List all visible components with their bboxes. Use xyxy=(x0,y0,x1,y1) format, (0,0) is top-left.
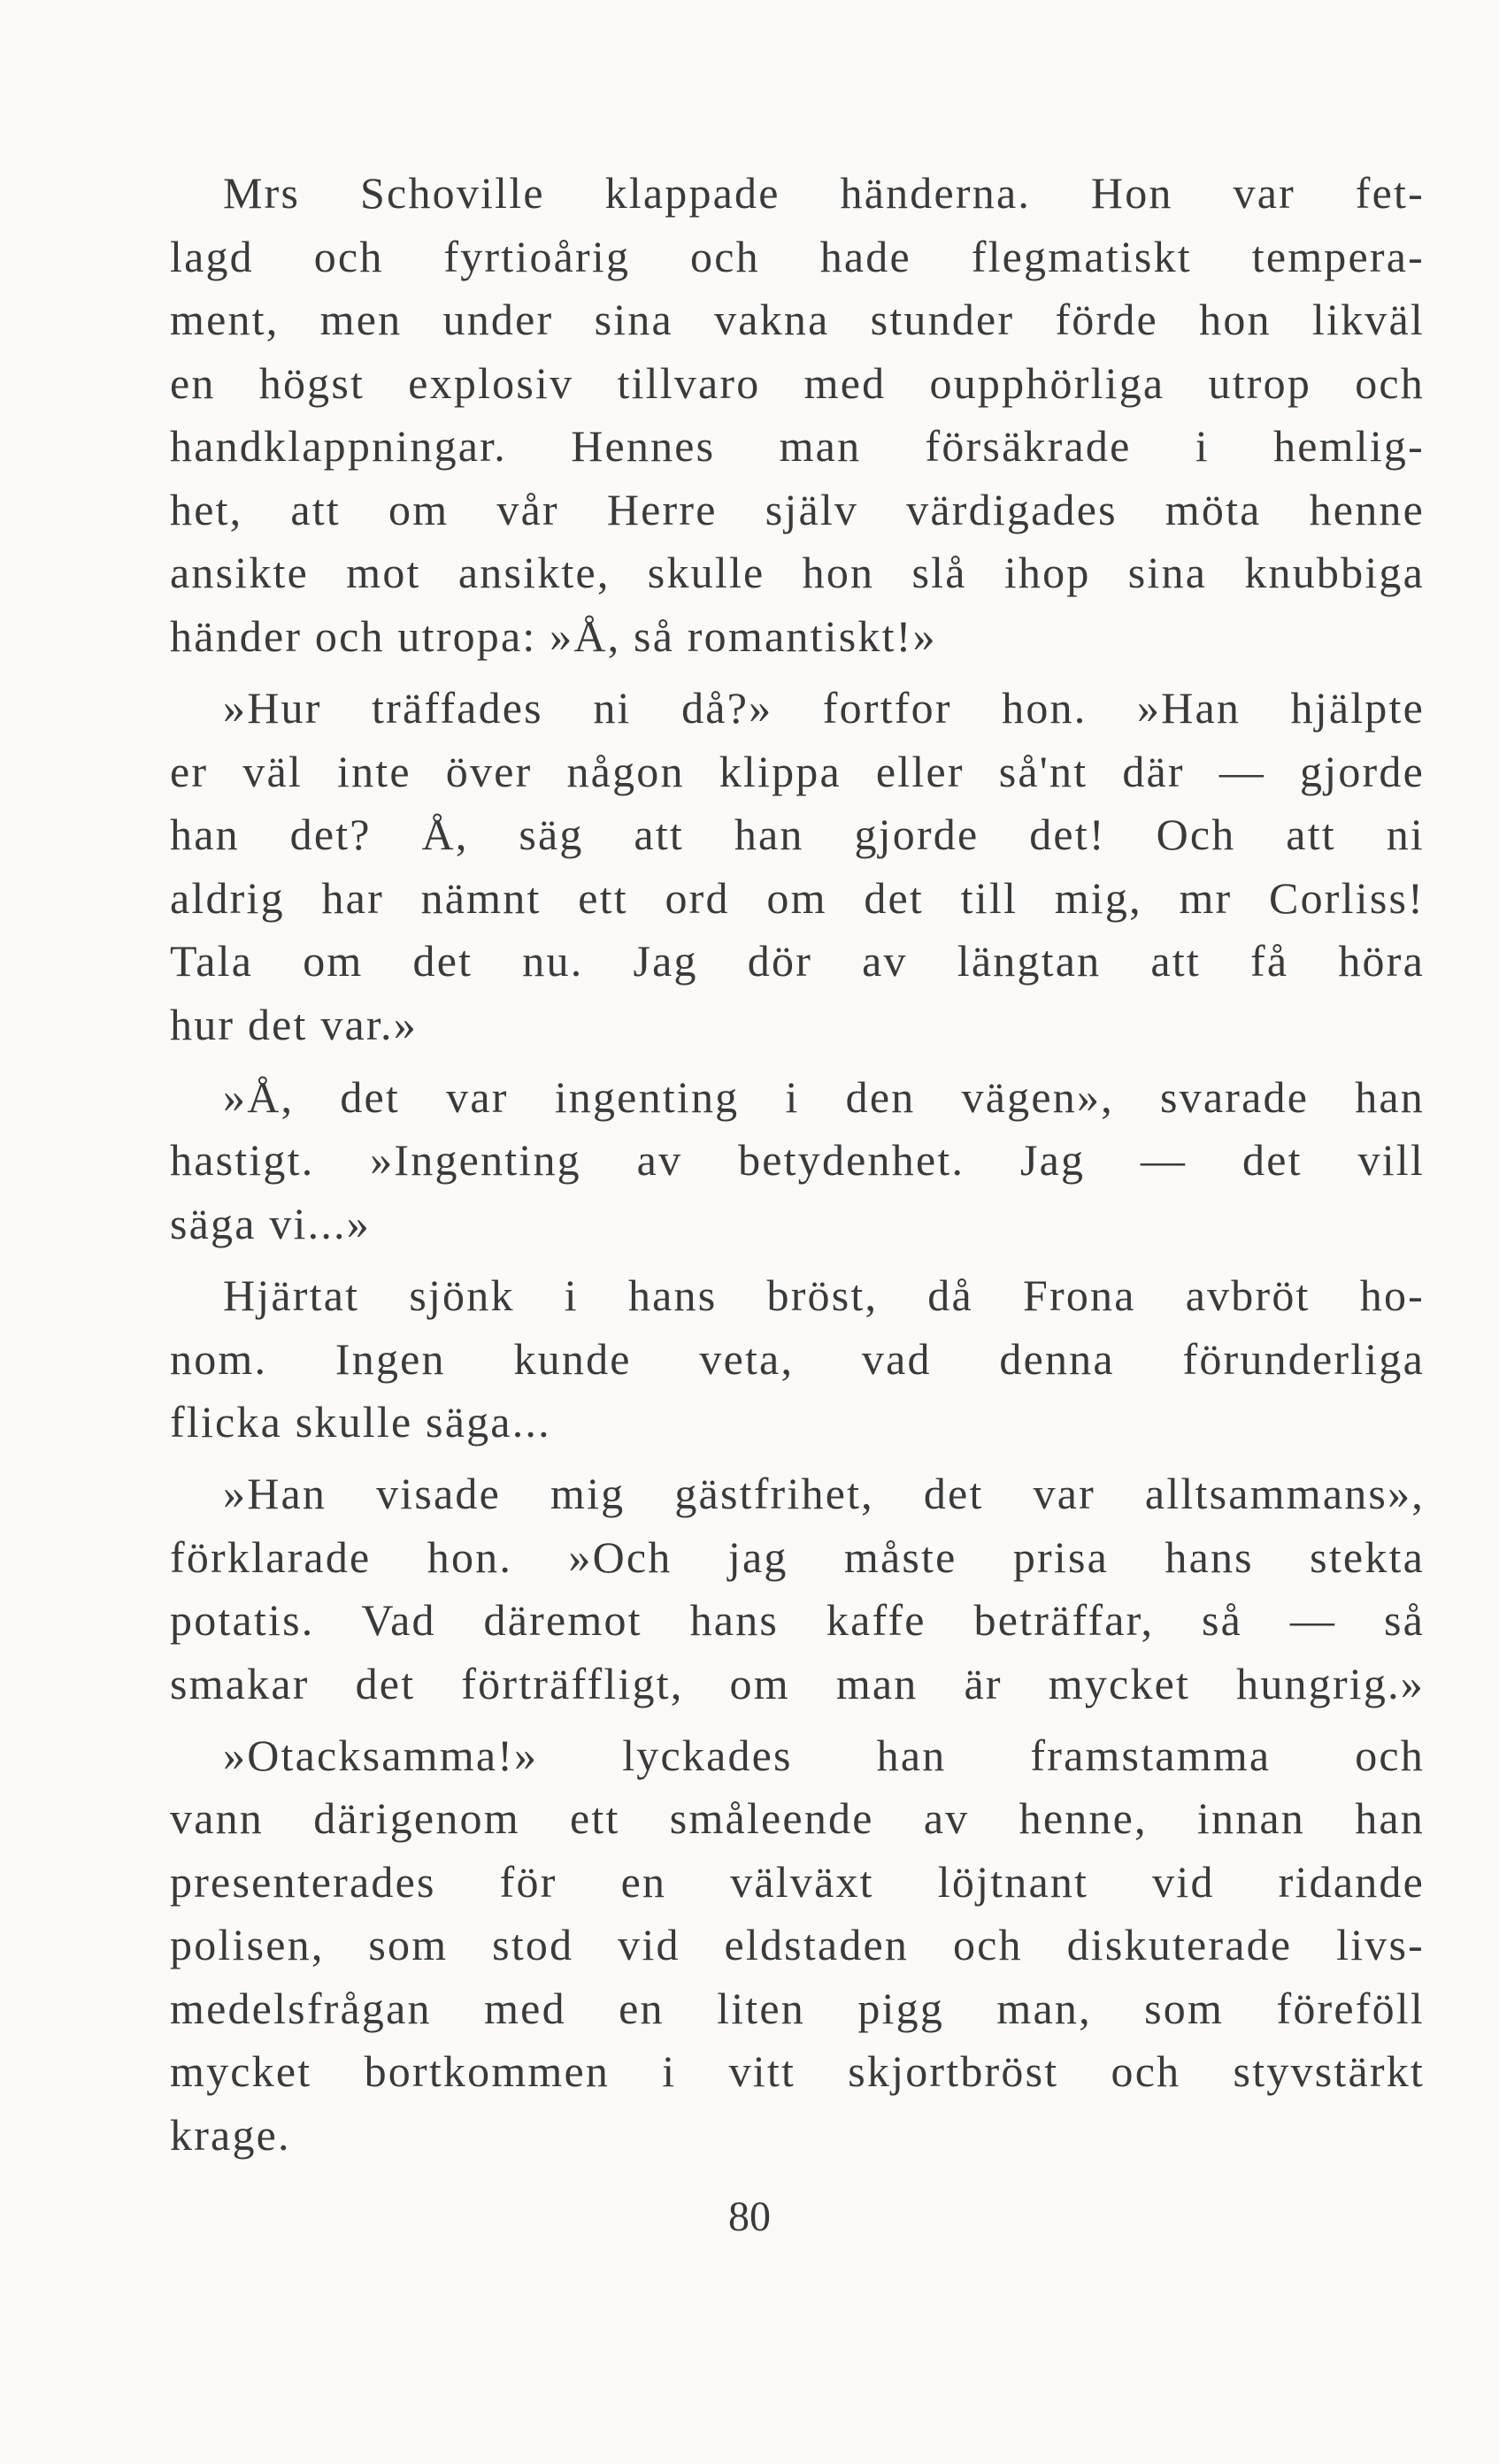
text-line: Tala om det nu. Jag dör av längtan att få höra xyxy=(170,936,1425,986)
text-line: medelsfrågan med en liten pigg man, som föreföll xyxy=(170,1984,1425,2033)
text-line: »Otacksamma!» lyckades han framstamma och xyxy=(223,1731,1425,1780)
text-line: het, att om vår Herre själv värdigades möta henne xyxy=(170,485,1425,534)
page-number: 80 xyxy=(728,2193,771,2240)
text-line: ansikte mot ansikte, skulle hon slå ihop sina knubbiga xyxy=(170,548,1425,597)
text-line: han det? Å, säg att han gjorde det! Och att ni xyxy=(170,810,1425,859)
text-line: förklarade hon. »Och jag måste prisa hans stekta xyxy=(170,1532,1425,1582)
text-line: nom. Ingen kunde veta, vad denna förunderliga xyxy=(170,1334,1425,1384)
text-line: händer och utropa: »Å, så romantiskt!» xyxy=(170,611,937,661)
text-line: flicka skulle säga... xyxy=(170,1397,551,1447)
text-line: aldrig har nämnt ett ord om det till mig, mr Corliss! xyxy=(170,873,1425,923)
text-line: ment, men under sina vakna stunder förde hon likväl xyxy=(170,295,1425,344)
text-line: en högst explosiv tillvaro med oupphörliga utrop och xyxy=(170,358,1425,408)
text-line: Hjärtat sjönk i hans bröst, då Frona avbröt ho- xyxy=(223,1270,1425,1320)
text-line: »Hur träffades ni då?» fortfor hon. »Han hjälpte xyxy=(223,683,1425,733)
text-line: presenterades för en välväxt löjtnant vid ridande xyxy=(170,1857,1425,1907)
text-line: vann därigenom ett småleende av henne, innan han xyxy=(170,1793,1425,1843)
text-line: smakar det förträffligt, om man är mycket hungrig.» xyxy=(170,1659,1425,1708)
text-line: hur det var.» xyxy=(170,1000,418,1049)
text-line: krage. xyxy=(170,2110,291,2160)
text-line: »Å, det var ingenting i den vägen», svarade han xyxy=(223,1072,1425,1122)
text-line: handklappningar. Hennes man försäkrade i hemlig- xyxy=(170,421,1425,471)
text-line: »Han visade mig gästfrihet, det var alltsammans», xyxy=(223,1469,1425,1518)
text-line: lagd och fyrtioårig och hade flegmatiskt tempera- xyxy=(170,232,1425,281)
text-line: er väl inte över någon klippa eller så'nt där — gjorde xyxy=(170,747,1425,796)
text-line: mycket bortkommen i vitt skjortbröst och styvstärkt xyxy=(170,2046,1425,2096)
text-line: hastigt. »Ingenting av betydenhet. Jag — det vill xyxy=(170,1135,1425,1185)
text-line: Mrs Schoville klappade händerna. Hon var fet- xyxy=(223,168,1425,218)
text-line: polisen, som stod vid eldstaden och diskuterade livs- xyxy=(170,1920,1425,1969)
text-line: potatis. Vad däremot hans kaffe beträffar, så — så xyxy=(170,1595,1425,1645)
text-line: säga vi...» xyxy=(170,1199,371,1248)
